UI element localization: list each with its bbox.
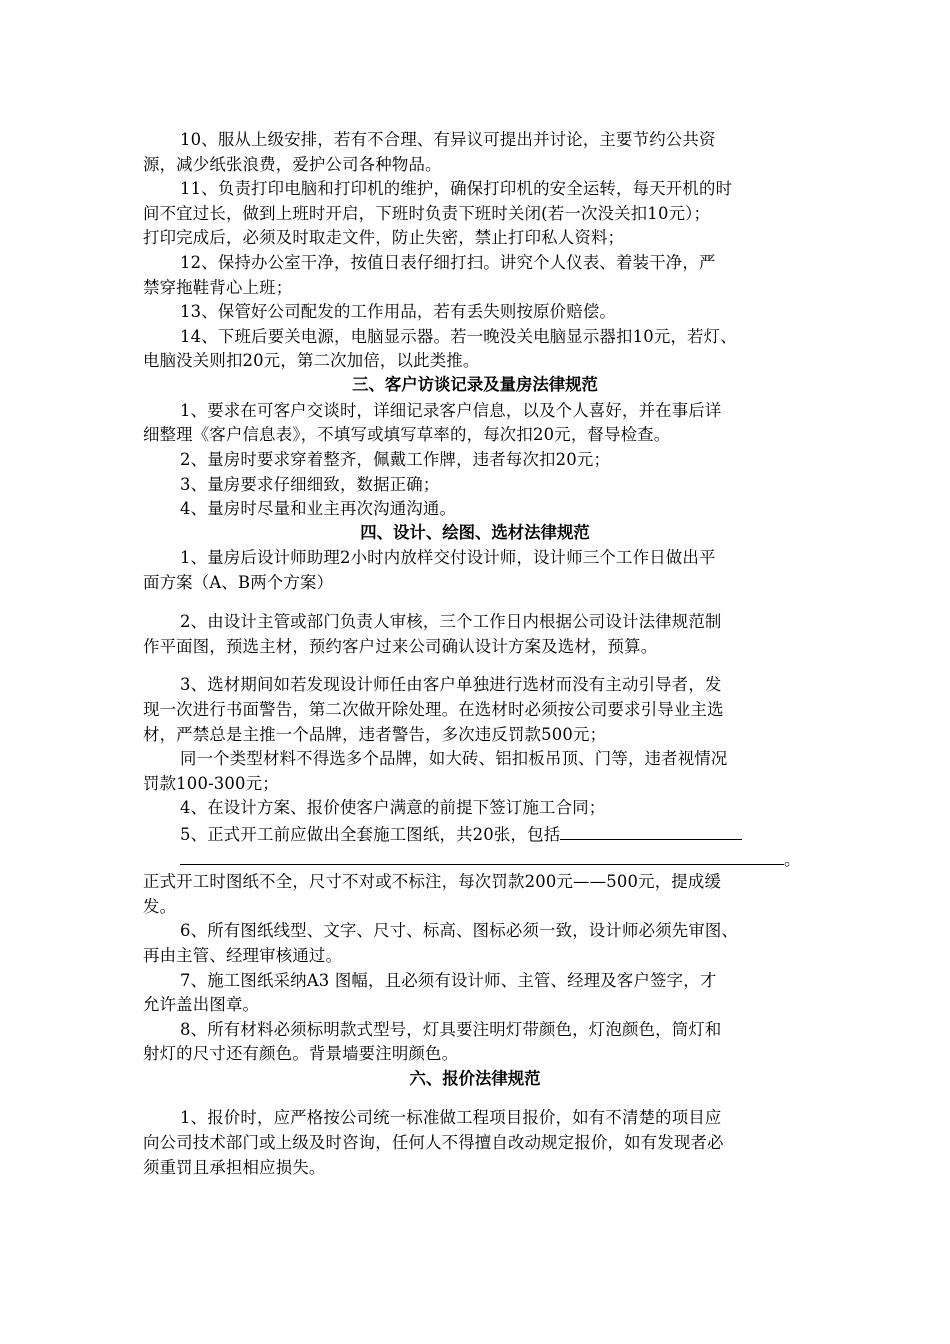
text-line: 1、量房后设计师助理2小时内放样交付设计师，设计师三个工作日做出平 [180,548,716,567]
text-line: 1、报价时，应严格按公司统一标准做工程项目报价，如有不清楚的项目应 [180,1108,722,1127]
text-segment: 。 [784,850,801,869]
text-line: 6、所有图纸线型、文字、尺寸、标高、图标必须一致，设计师必须先审图、 [180,921,739,940]
text-segment: 5、正式开工前应做出全套施工图纸，共20张，包括 [180,825,561,844]
text-line: 现一次进行书面警告，第二次做开除处理。在选材时必须按公司要求引导业主选 [143,700,724,719]
fill-in-blank [180,846,784,865]
text-line: 11、负责打印电脑和打印机的维护，确保打印机的安全运转，每天开机的时 [180,179,733,198]
text-line: 13、保管好公司配发的工作用品，若有丢失则按原价赔偿。 [180,302,617,321]
text-line: 8、所有材料必须标明款式型号，灯具要注明灯带颜色，灯泡颜色，筒灯和 [180,1020,722,1039]
text-line: 面方案（A、B两个方案） [143,573,334,592]
text-line: 2、由设计主管或部门负责人审核，三个工作日内根据公司设计法律规范制 [180,612,722,631]
section-heading: 四、设计、绘图、选材法律规范 [360,523,590,542]
text-line: 射灯的尺寸还有颜色。背景墙要注明颜色。 [143,1044,459,1063]
text-line: 间不宜过长，做到上班时开启，下班时负责下班时关闭(若一次没关扣10元）； [143,204,711,223]
text-line: 发。 [143,897,177,916]
text-line: 须重罚且承担相应损失。 [143,1158,326,1177]
text-line: 同一个类型材料不得选多个品牌，如大砖、铝扣板吊顶、门等，违者视情况 [180,749,728,768]
text-line: 源，减少纸张浪费，爱护公司各种物品。 [143,155,442,174]
text-line: 细整理《客户信息表》，不填写或填写草率的，每次扣20元，督导检查。 [143,425,671,444]
text-line: 允许盖出图章。 [143,995,260,1014]
text-line: 3、量房要求仔细细致，数据正确； [180,475,440,494]
text-line: 10、服从上级安排，若有不合理、有异议可提出并讨论，主要节约公共资 [180,130,716,149]
text-line: 罚款100-300元； [143,774,279,793]
text-line: 再由主管、经理审核通过。 [143,946,343,965]
text-line: 电脑没关则扣20元，第二次加倍，以此类推。 [143,351,480,370]
text-line: 4、量房时尽量和业主再次沟通沟通。 [180,499,457,518]
text-line: 作平面图，预选主材，预约客户过来公司确认设计方案及选材，预算。 [143,637,658,656]
text-line: 2、量房时要求穿着整齐，佩戴工作牌，违者每次扣20元； [180,450,611,469]
text-line: 3、选材期间如若发现设计师任由客户单独进行选材而没有主动引导者，发 [180,675,722,694]
text-line: 向公司技术部门或上级及时咨询，任何人不得擅自改动规定报价，如有发现者必 [143,1133,724,1152]
text-line: 1、要求在可客户交谈时，详细记录客户信息，以及个人喜好，并在事后详 [180,401,722,420]
text-line: 12、保持办公室干净，按值日表仔细打扫。讲究个人仪表、着装干净，严 [180,253,716,272]
text-line: 正式开工时图纸不全，尺寸不对或不标注，每次罚款200元——500元，提成缓 [143,872,722,891]
text-line-with-blank [180,846,801,872]
text-line: 14、下班后要关电源，电脑显示器。若一晚没关电脑显示器扣10元，若灯、 [180,327,737,346]
text-line: 4、在设计方案、报价使客户满意的前提下签订施工合同； [180,798,606,817]
text-line: 打印完成后，必须及时取走文件，防止失密，禁止打印私人资料； [143,228,625,247]
text-line: 禁穿拖鞋背心上班； [143,278,293,297]
text-line: 材，严禁总是主推一个品牌，违者警告，多次违反罚款500元； [143,725,607,744]
text-line-with-blank [180,821,742,847]
fill-in-blank [560,821,742,840]
section-heading: 六、报价法律规范 [409,1069,541,1088]
text-line: 7、施工图纸采纳A3 图幅，且必须有设计师、主管、经理及客户签字，才 [180,971,717,990]
section-heading: 三、客户访谈记录及量房法律规范 [352,375,598,394]
